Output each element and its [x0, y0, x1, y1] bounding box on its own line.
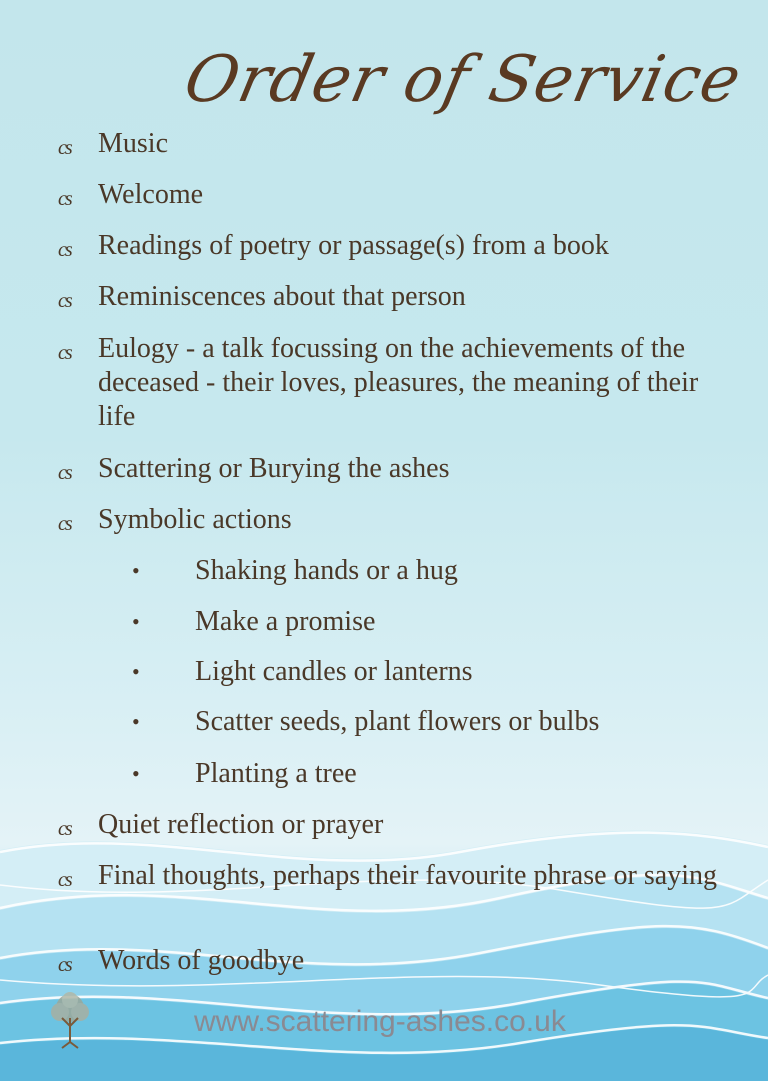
- bullet-icon: •: [132, 659, 140, 684]
- bullet-icon: •: [132, 609, 140, 634]
- tree-icon: [44, 990, 96, 1050]
- flourish-bullet-icon: cs: [58, 462, 71, 484]
- sub-item-label: Scatter seeds, plant flowers or bulbs: [195, 706, 600, 737]
- bullet-icon: •: [132, 761, 140, 786]
- bullet-icon: •: [132, 709, 140, 734]
- item-label: Readings of poetry or passage(s) from a book: [98, 230, 609, 261]
- flourish-bullet-icon: cs: [58, 188, 71, 210]
- sub-list-item: [130, 554, 690, 588]
- sub-list-item: [130, 705, 690, 739]
- item-label: Welcome: [98, 179, 204, 210]
- flourish-bullet-icon: cs: [58, 239, 71, 261]
- bullet-icon: •: [132, 558, 140, 583]
- flourish-bullet-icon: cs: [58, 137, 71, 159]
- item-label: Reminiscences about that person: [98, 281, 466, 312]
- page-title: Order of Service: [178, 43, 748, 117]
- sub-list-item: [130, 605, 690, 639]
- list-item: [58, 452, 718, 490]
- flourish-bullet-icon: cs: [58, 342, 71, 364]
- list-item: [58, 127, 718, 165]
- list-item: [58, 280, 718, 318]
- sub-list-item: [130, 757, 690, 791]
- item-label: Scattering or Burying the ashes: [98, 453, 450, 484]
- list-item: [58, 944, 718, 982]
- flourish-bullet-icon: cs: [58, 818, 71, 840]
- sub-item-label: Light candles or lanterns: [195, 656, 473, 687]
- flourish-bullet-icon: cs: [58, 513, 71, 535]
- list-item: [58, 503, 718, 541]
- list-item: [58, 859, 718, 897]
- sub-list-item: [130, 655, 690, 689]
- website-url[interactable]: www.scattering-ashes.co.uk: [194, 1005, 566, 1038]
- item-label: Final thoughts, perhaps their favourite phrase or saying: [98, 860, 717, 891]
- sub-item-label: Make a promise: [195, 606, 376, 637]
- flourish-bullet-icon: cs: [58, 869, 71, 891]
- item-label: Eulogy - a talk focussing on the achievements of the deceased - their loves, pleasures, the meaning of their life: [98, 333, 699, 432]
- list-item: [58, 332, 718, 434]
- sub-item-label: Shaking hands or a hug: [195, 555, 458, 586]
- item-label: Words of goodbye: [98, 945, 305, 976]
- list-item: [58, 808, 718, 846]
- list-item: [58, 178, 718, 216]
- item-label: Symbolic actions: [98, 504, 292, 535]
- list-item: [58, 229, 718, 267]
- flourish-bullet-icon: cs: [58, 290, 71, 312]
- item-label: Quiet reflection or prayer: [98, 809, 384, 840]
- flourish-bullet-icon: cs: [58, 954, 71, 976]
- sub-item-label: Planting a tree: [195, 758, 357, 789]
- item-label: Music: [98, 128, 168, 159]
